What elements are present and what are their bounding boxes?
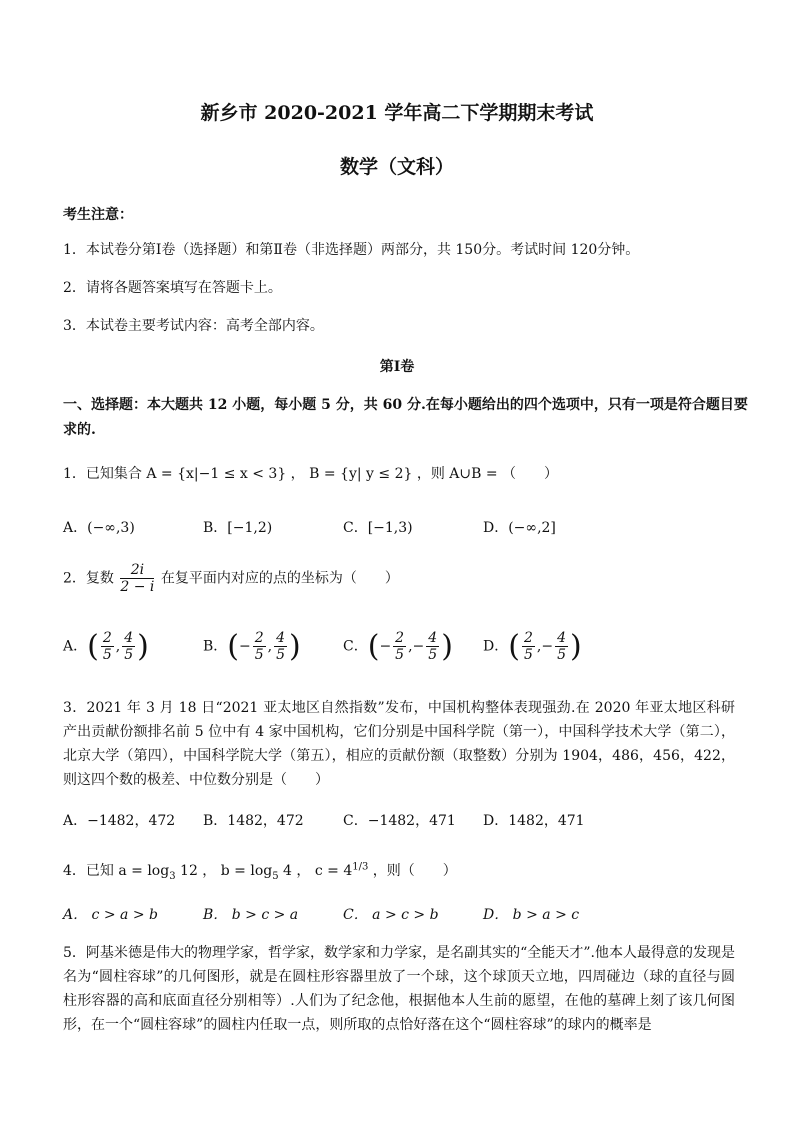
option-label: A． — [63, 638, 88, 655]
paren-close: ) — [137, 629, 149, 664]
notice-item-2: 2．请将各题答案填写在答题卡上。 — [63, 280, 282, 296]
numerator: 2 — [395, 630, 405, 646]
q1-stem: 1．已知集合 A = {x|−1 ≤ x < 3} ， B = {y| y ≤ 2} ，则 A∪B = （ ） — [63, 466, 559, 482]
q4-stem — [63, 860, 457, 882]
q4-val-b: 4 ， c = 4 — [283, 863, 353, 879]
numerator: 4 — [276, 630, 286, 646]
section-instruction-line1: 一、选择题：本大题共 12 小题，每小题 5 分，共 60 分.在每小题给出的四个选项中，只有一项是符合题目要 — [63, 397, 748, 413]
section-label: 第Ⅰ卷 — [379, 359, 415, 375]
denominator: 5 — [428, 647, 438, 663]
option-label: B． — [203, 638, 228, 655]
q2-frac-num: 2i — [120, 562, 154, 579]
denominator: 5 — [254, 647, 264, 663]
denominator: 5 — [124, 647, 134, 663]
q4-base-a: 3 — [169, 870, 176, 882]
q4-option-b: B． b > c > a — [203, 907, 299, 923]
page-subtitle: 数学（文科） — [339, 156, 454, 178]
q4-base-b: 5 — [272, 870, 279, 882]
q4-option-d: D． b > a > c — [483, 907, 580, 923]
q2-option-d — [483, 629, 582, 664]
option-label: D． — [483, 638, 509, 655]
q2-prefix: 2．复数 — [63, 570, 114, 587]
denominator: 5 — [276, 647, 286, 663]
q5-stem: 5．阿基米德是伟大的物理学家，哲学家，数学家和力学家，是名副其实的“全能天才”.他本人最得意的发现是名为“圆柱容球”的几何图形，就是在圆柱形容器里放了一个球，这个球顶天立地，四周碰边（球的直径与圆柱形容器的高和底面直径分别相等）.人们为了纪念他，根据他本人生前的愿望，在他的墓碑上刻了该几何图形，在一个“圆柱容球”的圆柱内任取一点，则所取的点恰好落在这个“圆柱容球”的球内的概率是 — [63, 945, 735, 1033]
paren-open: ( — [367, 629, 380, 664]
q2-option-b — [203, 629, 301, 664]
q4-stem-a: 4．已知 a = log — [63, 863, 170, 879]
page-title: 新乡市 2020-2021 学年高二下学期期末考试 — [200, 102, 594, 124]
sign: − — [239, 638, 251, 655]
fraction — [393, 630, 406, 663]
comma: , — [267, 638, 273, 655]
section-instruction-line2: 求的. — [63, 422, 96, 438]
numerator: 4 — [124, 630, 134, 646]
q1-option-d: D．(−∞,2] — [483, 520, 556, 536]
paren-open: ( — [508, 629, 520, 664]
fraction — [101, 630, 114, 663]
paren-close: ) — [441, 629, 453, 664]
denominator: 5 — [395, 647, 405, 663]
paren-close: ) — [289, 629, 301, 664]
fraction — [522, 630, 535, 663]
comma: , — [115, 638, 121, 655]
q4-option-c: C． a > c > b — [343, 907, 439, 923]
q4-val-a: 12 ， b = log — [180, 863, 273, 879]
numerator: 2 — [254, 630, 264, 646]
q3-option-b: B．1482，472 — [203, 813, 304, 829]
q3-option-c: C．−1482，471 — [343, 813, 456, 829]
q1-option-b: B．[−1,2) — [203, 520, 273, 536]
q4-stem-end: ，则（ ） — [372, 863, 457, 879]
sign: − — [541, 638, 554, 655]
q2-option-a — [63, 629, 149, 664]
notice-item-1: 1．本试卷分第Ⅰ卷（选择题）和第Ⅱ卷（非选择题）两部分，共 150分。考试时间 120分钟。 — [63, 242, 640, 258]
fraction — [555, 630, 568, 663]
q2-fraction — [120, 562, 154, 595]
comma: , — [536, 638, 542, 655]
sign: − — [379, 638, 392, 655]
paren-open: ( — [87, 629, 99, 664]
q2-suffix: 在复平面内对应的点的坐标为（ ） — [160, 570, 399, 587]
paren-open: ( — [227, 629, 240, 664]
q4-option-a: A． c > a > b — [63, 907, 158, 923]
q3-option-d: D．1482，471 — [483, 813, 585, 829]
q3-option-a: A．−1482，472 — [63, 813, 176, 829]
fraction — [426, 630, 439, 663]
numerator: 4 — [428, 630, 438, 646]
q2-stem — [63, 562, 399, 595]
fraction — [274, 630, 287, 663]
notice-label: 考生注意： — [63, 207, 133, 223]
denominator: 5 — [557, 647, 566, 663]
comma: , — [408, 638, 413, 655]
q1-option-a: A．(−∞,3) — [63, 520, 135, 536]
fraction — [122, 630, 135, 663]
q2-option-c — [343, 629, 453, 664]
q3-stem: 3．2021 年 3 月 18 日“2021 亚太地区自然指数”发布，中国机构整体表现强劲.在 2020 年亚太地区科研产出贡献份额排名前 5 位中有 4 家中国机构，它们分别是中国科学院（第一），中国科学技术大学（第二），北京大学（第四），中国科学院大学（第五），相应的贡献份额（取整数）分别为 1904，486，456，422，则这四个数的极差、中位数分别是（ ） — [63, 700, 735, 788]
paren-close: ) — [569, 629, 582, 664]
numerator: 2 — [523, 630, 533, 646]
q4-exp-c: 1/3 — [352, 861, 369, 873]
q1-option-c: C．[−1,3) — [343, 520, 413, 536]
numerator: 4 — [557, 630, 566, 646]
option-label: C． — [343, 638, 368, 655]
fraction — [253, 630, 266, 663]
denominator: 5 — [523, 647, 533, 663]
q2-frac-den: 2 − i — [120, 579, 155, 595]
sign: − — [412, 638, 425, 655]
numerator: 2 — [102, 630, 112, 646]
notice-item-3: 3．本试卷主要考试内容：高考全部内容。 — [63, 318, 324, 334]
denominator: 5 — [102, 647, 112, 663]
